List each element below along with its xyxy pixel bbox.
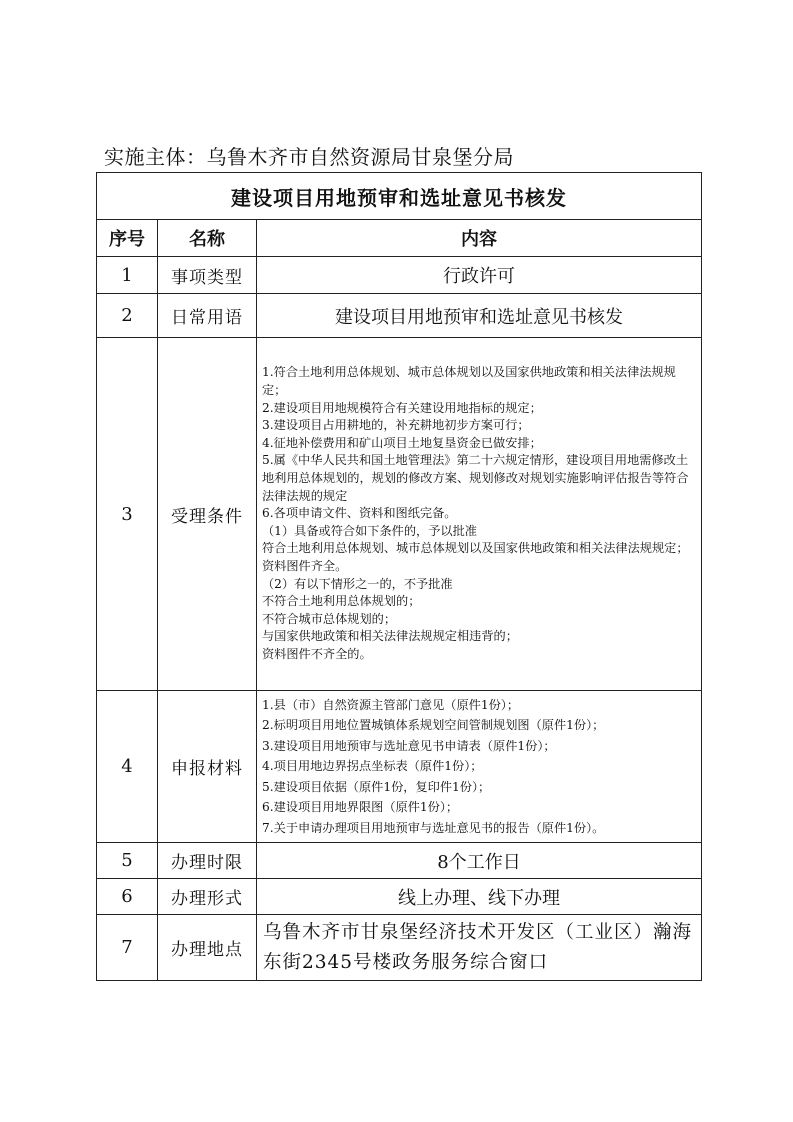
service-table — [96, 172, 702, 981]
table-row — [97, 338, 702, 691]
list-item: 资料图件不齐全的。 — [262, 646, 372, 661]
row-content: 行政许可 — [257, 257, 702, 294]
implementing-subject: 实施主体：乌鲁木齐市自然资源局甘泉堡分局 — [104, 145, 514, 169]
header-name: 名称 — [158, 220, 257, 257]
list-item: 5.属《中华人民共和国土地管理法》第二十六规定情形，建设项目用地需修改土地利用总体规划的，规划的修改方案、规划修改对规划实施影响评估报告等符合法律法规的规定 — [262, 453, 689, 503]
list-item: 7.关于申请办理项目用地预审与选址意见书的报告（原件1份）。 — [262, 820, 605, 835]
row-seq: 4 — [97, 691, 158, 843]
table-row — [97, 879, 702, 915]
table-row — [97, 915, 702, 981]
row-seq: 1 — [97, 257, 158, 294]
table-row — [97, 294, 702, 338]
row-seq: 5 — [97, 843, 158, 879]
row-content: 线上办理、线下办理 — [257, 879, 702, 915]
list-item: （1）具备或符合如下条件的，予以批准 — [262, 523, 477, 538]
row-seq: 6 — [97, 879, 158, 915]
list-item: 5.建设项目依据（原件1份，复印件1份）； — [262, 779, 491, 794]
table-title-row — [97, 173, 702, 220]
list-item: 3.建设项目占用耕地的，补充耕地初步方案可行； — [262, 418, 530, 433]
list-item: 1.县（市）自然资源主管部门意见（原件1份）； — [262, 697, 520, 712]
row-seq: 7 — [97, 915, 158, 981]
row-name: 办理地点 — [158, 915, 257, 981]
list-item: 1.符合土地利用总体规划、城市总体规划以及国家供地政策和相关法律法规规定； — [262, 365, 676, 398]
list-item: 符合土地利用总体规划、城市总体规划以及国家供地政策和相关法律法规规定；资料图件齐全。 — [262, 541, 689, 573]
header-seq: 序号 — [97, 220, 158, 257]
table-title: 建设项目用地预审和选址意见书核发 — [97, 173, 702, 220]
row-name: 受理条件 — [158, 338, 257, 691]
list-item: 不符合城市总体规划的； — [262, 611, 397, 626]
list-item: 3.建设项目用地预审与选址意见书申请表（原件1份）； — [262, 738, 556, 753]
list-item: 4.征地补偿费用和矿山项目土地复垦资金已做安排； — [262, 435, 542, 450]
row-name: 申报材料 — [158, 691, 257, 843]
list-item: 2.建设项目用地规模符合有关建设用地指标的规定； — [262, 400, 542, 415]
row-content: 8个工作日 — [257, 843, 702, 879]
header-content: 内容 — [257, 220, 702, 257]
list-item: 与国家供地政策和相关法律法规规定相违背的； — [262, 629, 518, 644]
row-name: 办理形式 — [158, 879, 257, 915]
list-item: 2.标明项目用地位置城镇体系规划空间管制规划图（原件1份）； — [262, 718, 605, 733]
list-item: 6.建设项目用地界限图（原件1份）； — [262, 800, 459, 815]
list-item: 不符合土地利用总体规划的； — [262, 594, 421, 609]
row-name: 事项类型 — [158, 257, 257, 294]
table-header-row — [97, 220, 702, 257]
table-row — [97, 691, 702, 843]
row-name: 办理时限 — [158, 843, 257, 879]
row-name: 日常用语 — [158, 294, 257, 338]
row-seq: 2 — [97, 294, 158, 338]
row-content: 乌鲁木齐市甘泉堡经济技术开发区（工业区）瀚海东街2345号楼政务服务综合窗口 — [257, 915, 702, 981]
row-seq: 3 — [97, 338, 158, 691]
list-item: （2）有以下情形之一的，不予批准 — [262, 576, 453, 591]
list-item: 4.项目用地边界拐点坐标表（原件1份）； — [262, 759, 483, 774]
row-content: 建设项目用地预审和选址意见书核发 — [257, 294, 702, 338]
table-row — [97, 843, 702, 879]
acceptance-conditions-list — [257, 338, 702, 691]
table-row — [97, 257, 702, 294]
list-item: 6.各项申请文件、资料和图纸完备。 — [262, 506, 457, 521]
application-materials-list — [257, 691, 702, 843]
